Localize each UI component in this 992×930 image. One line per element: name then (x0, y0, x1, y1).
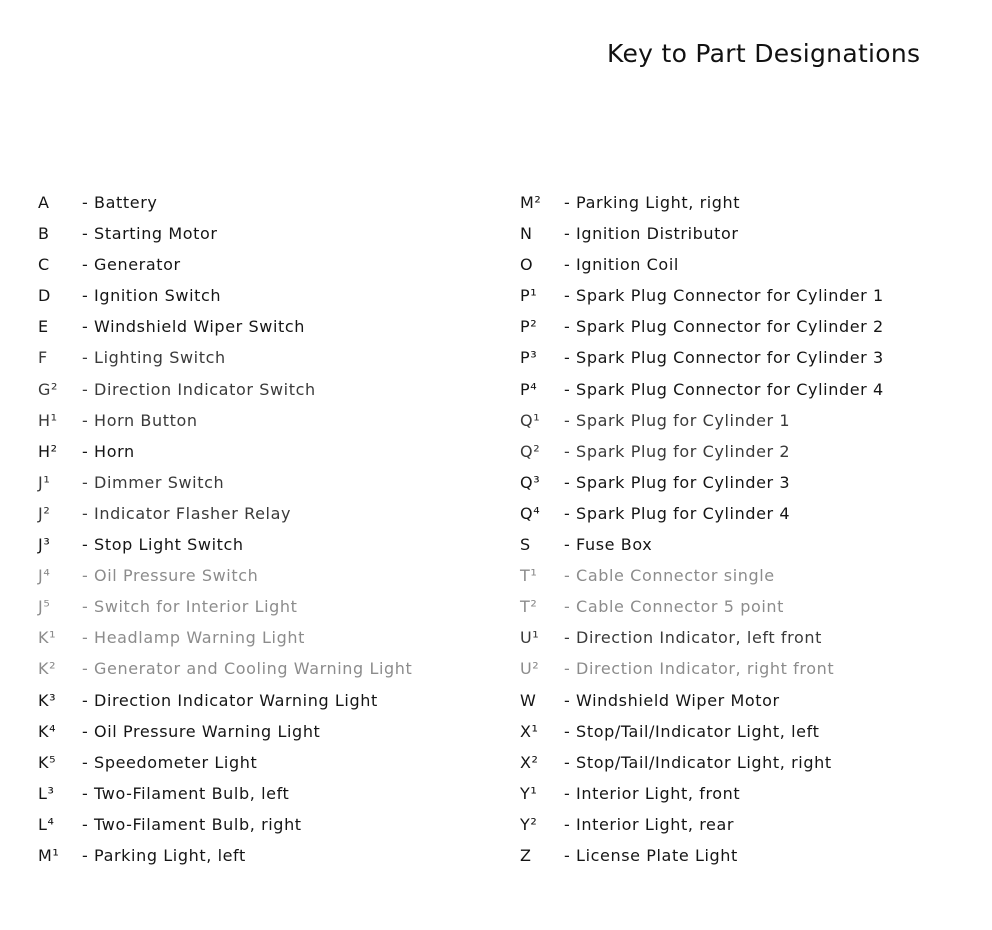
part-code: U² (520, 659, 540, 679)
part-code: D (38, 286, 51, 306)
part-code: L³ (38, 783, 55, 803)
part-description: - Stop Light Switch (82, 535, 244, 555)
part-description: - Interior Light, front (564, 783, 741, 803)
part-code: F (38, 348, 48, 368)
part-code: Q² (520, 441, 541, 461)
part-description: - Lighting Switch (82, 348, 226, 368)
part-description: - Spark Plug for Cylinder 2 (564, 441, 791, 461)
part-code: K⁵ (38, 752, 57, 772)
part-description: - Stop/Tail/Indicator Light, left (564, 721, 820, 741)
part-description: - Direction Indicator, right front (564, 659, 835, 679)
part-description: - Two-Filament Bulb, left (82, 783, 290, 803)
part-code: J² (38, 503, 51, 523)
part-code: J⁵ (38, 597, 51, 617)
part-description: - Parking Light, right (564, 193, 741, 212)
part-description: - Windshield Wiper Motor (564, 690, 780, 710)
part-description: - Cable Connector 5 point (564, 597, 785, 617)
part-description: - Direction Indicator Warning Light (82, 690, 378, 710)
part-code: N (520, 224, 533, 244)
part-code: P³ (520, 348, 538, 368)
part-description: - Battery (82, 193, 158, 212)
part-description: - Ignition Coil (564, 255, 679, 275)
part-code: X² (520, 752, 539, 772)
part-code: K² (38, 659, 57, 679)
part-code: H¹ (38, 410, 58, 430)
part-code: B (38, 224, 50, 244)
part-description: - Spark Plug Connector for Cylinder 3 (564, 348, 884, 368)
part-code: S (520, 535, 531, 555)
part-code: K¹ (38, 628, 57, 648)
part-description: - Generator (82, 255, 181, 275)
part-code: M² (520, 193, 542, 212)
part-description: - Speedometer Light (82, 752, 258, 772)
part-description: - Two-Filament Bulb, right (82, 814, 302, 834)
part-description: - Indicator Flasher Relay (82, 503, 292, 523)
part-code: Q¹ (520, 410, 541, 430)
part-description: - Spark Plug Connector for Cylinder 4 (564, 379, 884, 399)
part-code: U¹ (520, 628, 540, 648)
part-code: J⁴ (38, 566, 51, 586)
part-code: M¹ (38, 845, 60, 865)
part-description: - Spark Plug for Cylinder 3 (564, 472, 791, 492)
part-code: X¹ (520, 721, 539, 741)
part-code: Y¹ (520, 783, 538, 803)
part-code: E (38, 317, 49, 337)
part-code: H² (38, 441, 58, 461)
page-title: Key to Part Designations (607, 38, 921, 68)
part-description: - Spark Plug for Cylinder 1 (564, 410, 791, 430)
part-description: - Headlamp Warning Light (82, 628, 305, 648)
part-description: - Stop/Tail/Indicator Light, right (564, 752, 832, 772)
part-description: - Direction Indicator, left front (564, 628, 822, 648)
part-description: - Cable Connector single (564, 566, 775, 586)
part-description: - Ignition Distributor (564, 224, 739, 244)
part-description: - Fuse Box (564, 535, 653, 555)
part-code: T² (520, 597, 538, 617)
part-description: - Spark Plug Connector for Cylinder 2 (564, 317, 884, 337)
part-code: K⁴ (38, 721, 57, 741)
part-code: P¹ (520, 286, 538, 306)
part-description: - Starting Motor (82, 224, 218, 244)
part-code: P² (520, 317, 538, 337)
part-code: T¹ (520, 566, 538, 586)
part-description: - Ignition Switch (82, 286, 222, 306)
part-code: J¹ (38, 472, 51, 492)
part-description: - Oil Pressure Warning Light (82, 721, 321, 741)
part-code: J³ (38, 535, 51, 555)
part-description: - Dimmer Switch (82, 472, 225, 492)
part-description: - License Plate Light (564, 845, 738, 865)
part-code: G² (38, 379, 59, 399)
part-description: - Horn (82, 441, 135, 461)
part-code: C (38, 255, 50, 275)
part-description: - Windshield Wiper Switch (82, 317, 305, 337)
part-description: - Interior Light, rear (564, 814, 735, 834)
part-code: W (520, 690, 537, 710)
part-description: - Switch for Interior Light (82, 597, 298, 617)
part-code: A (38, 193, 50, 212)
part-description: - Spark Plug Connector for Cylinder 1 (564, 286, 884, 306)
part-description: - Oil Pressure Switch (82, 566, 259, 586)
part-code: O (520, 255, 534, 275)
part-code: P⁴ (520, 379, 538, 399)
part-description: - Horn Button (82, 410, 198, 430)
part-description: - Direction Indicator Switch (82, 379, 316, 399)
part-code: K³ (38, 690, 57, 710)
part-code: Q³ (520, 472, 541, 492)
part-description: - Spark Plug for Cylinder 4 (564, 503, 791, 523)
part-code: Q⁴ (520, 503, 541, 523)
part-code: Z (520, 845, 532, 865)
part-code: L⁴ (38, 814, 55, 834)
part-code: Y² (520, 814, 538, 834)
part-description: - Generator and Cooling Warning Light (82, 659, 413, 679)
part-description: - Parking Light, left (82, 845, 246, 865)
